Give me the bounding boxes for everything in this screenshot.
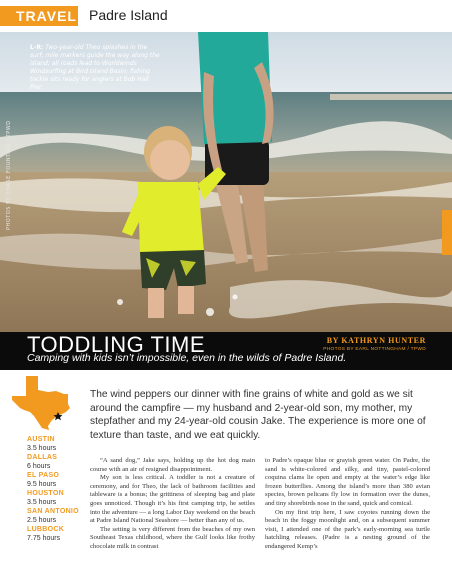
paragraph: The setting is very different from the beaches of my own Southeast Texas childhood, where the Gulf looks like frothy chocolate milk in contrast	[90, 525, 255, 550]
city-name: HOUSTON	[27, 490, 64, 497]
drive-time-item	[27, 436, 79, 453]
caption-lead: L-R:	[30, 44, 44, 51]
photo-caption	[30, 44, 160, 92]
paragraph: to Padre’s opaque blue or grayish green water. On Padre, the sand is white-colored and silky, and tiny, pastel-colored coquina clams lie open and empty at the water’s edge like frozen butterflies. Among the island’s more than 380 avian species, brown pelicans fly low in formation over the dunes, and tiny shorebirds nose in the sand, quick and comical.	[265, 457, 430, 507]
drive-times-list	[27, 436, 79, 544]
paragraph: My son is less critical. A toddler is not a creature of ceremony, and for Theo, the lack of bathroom facilities and tableware is a bonus; the grittiness of sleeping bag and plate goes unnoticed. Though it’s his first camping trip, he settles into the adventure — a long Labor Day weekend on the beach at Padre Island National Seashore — better than any of us.	[90, 474, 255, 525]
drive-hours: 6 hours	[27, 463, 51, 470]
article-intro: The wind peppers our dinner with fine grains of white and gold as we sit around the campfire — my husband and 2-year-old son, my mother, my stepfather and my 24-year-old cousin Jake. The experience is more one of texture than taste, and we eat quickly.	[90, 389, 426, 441]
section-tag: TRAVEL	[0, 6, 78, 26]
city-name: DALLAS	[27, 454, 58, 461]
drive-hours: 2.5 hours	[27, 517, 57, 524]
drive-hours: 3.5 hours	[27, 445, 57, 452]
texas-map-icon	[12, 374, 74, 430]
drive-hours: 3.5 hours	[27, 499, 57, 506]
article-title: TODDLING TIME	[27, 332, 206, 357]
vertical-photo-credit: PHOTOS BY CHASE FOUNTAIN / TPWD	[6, 120, 12, 230]
photo-credit: PHOTOS BY EARL NOTTINGHAM / TPWD	[323, 347, 426, 352]
city-name: EL PASO	[27, 472, 60, 479]
drive-time-item	[27, 490, 79, 507]
paragraph: On my first trip here, I saw coyotes running down the beach in the foggy moonlight and, on a subsequent summer visit, I attended one of the park’s early-morning sea turtle hatchling releases. (Padre is a nesting ground of the endangered Kemp’s	[265, 508, 430, 550]
page-header	[0, 0, 452, 32]
city-name: LUBBOCK	[27, 526, 65, 533]
article-subtitle: Camping with kids isn’t impossible, even in the wilds of Padre Island.	[27, 352, 347, 364]
drive-hours: 9.5 hours	[27, 481, 57, 488]
city-name: SAN ANTONIO	[27, 508, 79, 515]
caption-text: Two-year-old Theo splashes in the surf; mile markers guide the way along the island; all roads lead to Worldwinds Windsurfing at Bird Island Basin; fishing tackle sits ready for anglers at Bob Hall Pier.	[30, 44, 160, 91]
article-column-1	[90, 457, 255, 552]
drive-time-item	[27, 472, 79, 489]
drive-hours: 7.75 hours	[27, 535, 61, 542]
drive-time-item	[27, 526, 79, 543]
section-title: Padre Island	[89, 7, 168, 23]
article-column-2	[265, 457, 430, 552]
page-edge-tab	[442, 210, 452, 255]
drive-time-item	[27, 508, 79, 525]
city-name: AUSTIN	[27, 436, 55, 443]
paragraph: “A sand dog,” Jake says, holding up the hot dog main course with an air of resigned disappointment.	[90, 457, 255, 473]
drive-time-item	[27, 454, 79, 471]
author-byline: BY KATHRYN HUNTER	[326, 336, 426, 345]
